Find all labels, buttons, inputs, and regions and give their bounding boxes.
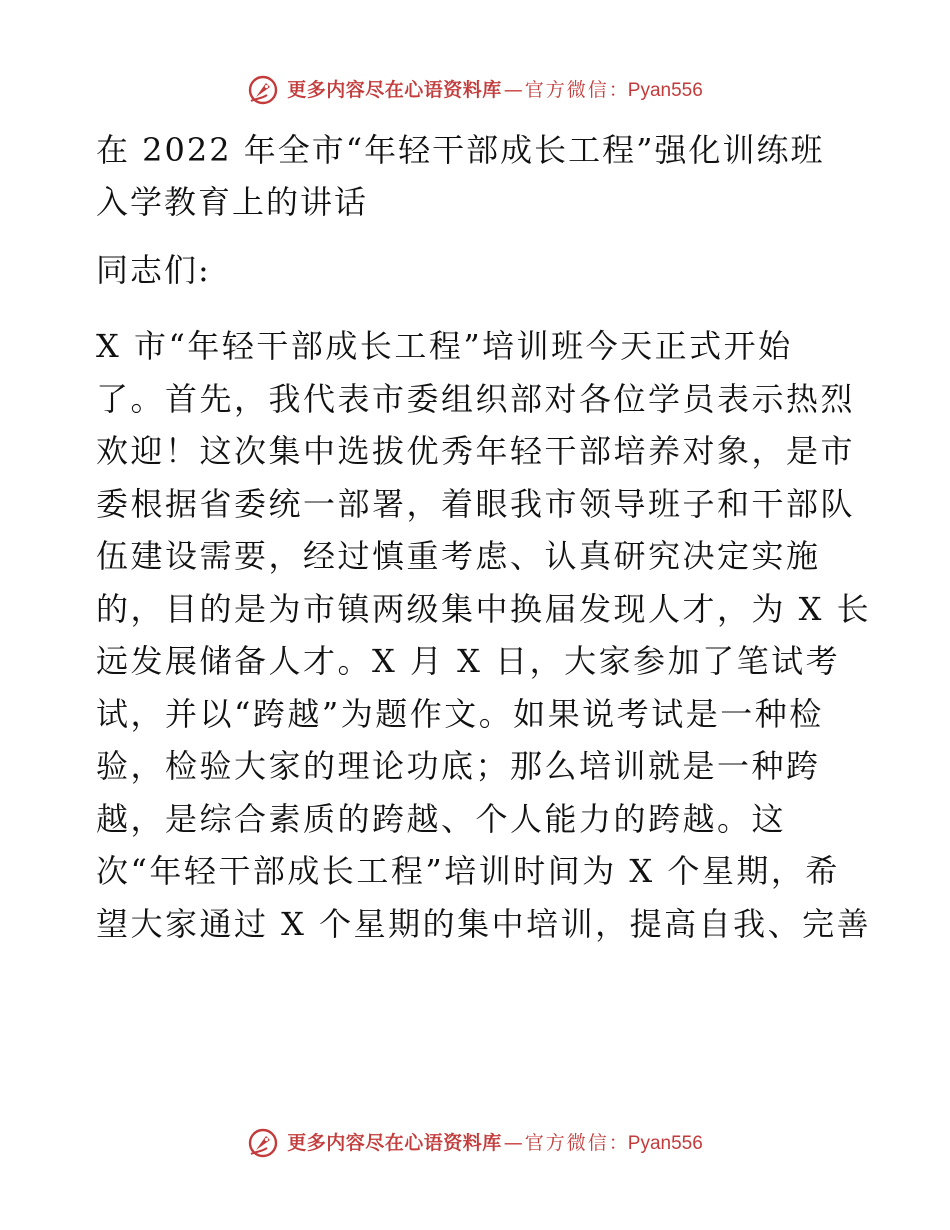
body-paragraph (96, 320, 872, 950)
watermark-official: 官方微信 (524, 1131, 609, 1154)
body-line: 欢迎！这次集中选拔优秀年轻干部培养对象，是市 (96, 432, 856, 470)
body-line: X 市“年轻干部成长工程”培训班今天正式开始 (96, 327, 793, 365)
watermark-colon: ： (608, 78, 628, 101)
footer-watermark (0, 1127, 950, 1159)
watermark-brand: 更多内容尽在心语资料库 (287, 1131, 502, 1154)
watermark-text (287, 78, 703, 101)
body-line: 试，并以“跨越”为题作文。如果说考试是一种检 (96, 694, 824, 733)
watermark-account: Pyan556 (627, 79, 703, 101)
title-line-2: 入学教育上的讲话 (96, 183, 369, 221)
body-line: 伍建设需要，经过慎重考虑、认真研究决定实施 (96, 537, 821, 575)
body-line: 次“年轻干部成长工程”培训时间为 X 个星期，希 (96, 852, 840, 890)
body-line: 委根据省委统一部署，着眼我市领导班子和干部队 (96, 484, 856, 523)
watermark-account: Pyan556 (627, 1132, 703, 1154)
watermark-colon: ： (608, 1131, 628, 1154)
body-line: 验，检验大家的理论功底；那么培训就是一种跨 (96, 747, 821, 785)
watermark-dash: — (503, 78, 523, 101)
header-watermark (0, 74, 950, 106)
pen-nib-logo-icon (247, 74, 279, 106)
document-title (96, 124, 856, 228)
document-content (96, 124, 872, 950)
pen-nib-logo-icon (247, 1127, 279, 1159)
body-line: 望大家通过 X 个星期的集中培训，提高自我、完善 (96, 904, 872, 943)
title-line-1: 在 2022 年全市“年轻干部成长工程”强化训练班 (96, 131, 825, 169)
watermark-brand: 更多内容尽在心语资料库 (287, 78, 502, 101)
body-line: 的，目的是为市镇两级集中换届发现人才，为 X 长 (96, 589, 872, 628)
watermark-text (287, 1131, 703, 1154)
salutation: 同志们: (96, 251, 211, 289)
body-line: 了。首先，我代表市委组织部对各位学员表示热烈 (96, 379, 856, 418)
watermark-dash: — (503, 1131, 523, 1154)
body-line: 远发展储备人才。X 月 X 日，大家参加了笔试考 (96, 642, 841, 680)
body-line: 越，是综合素质的跨越、个人能力的跨越。这 (96, 799, 787, 838)
watermark-official: 官方微信 (524, 78, 609, 101)
